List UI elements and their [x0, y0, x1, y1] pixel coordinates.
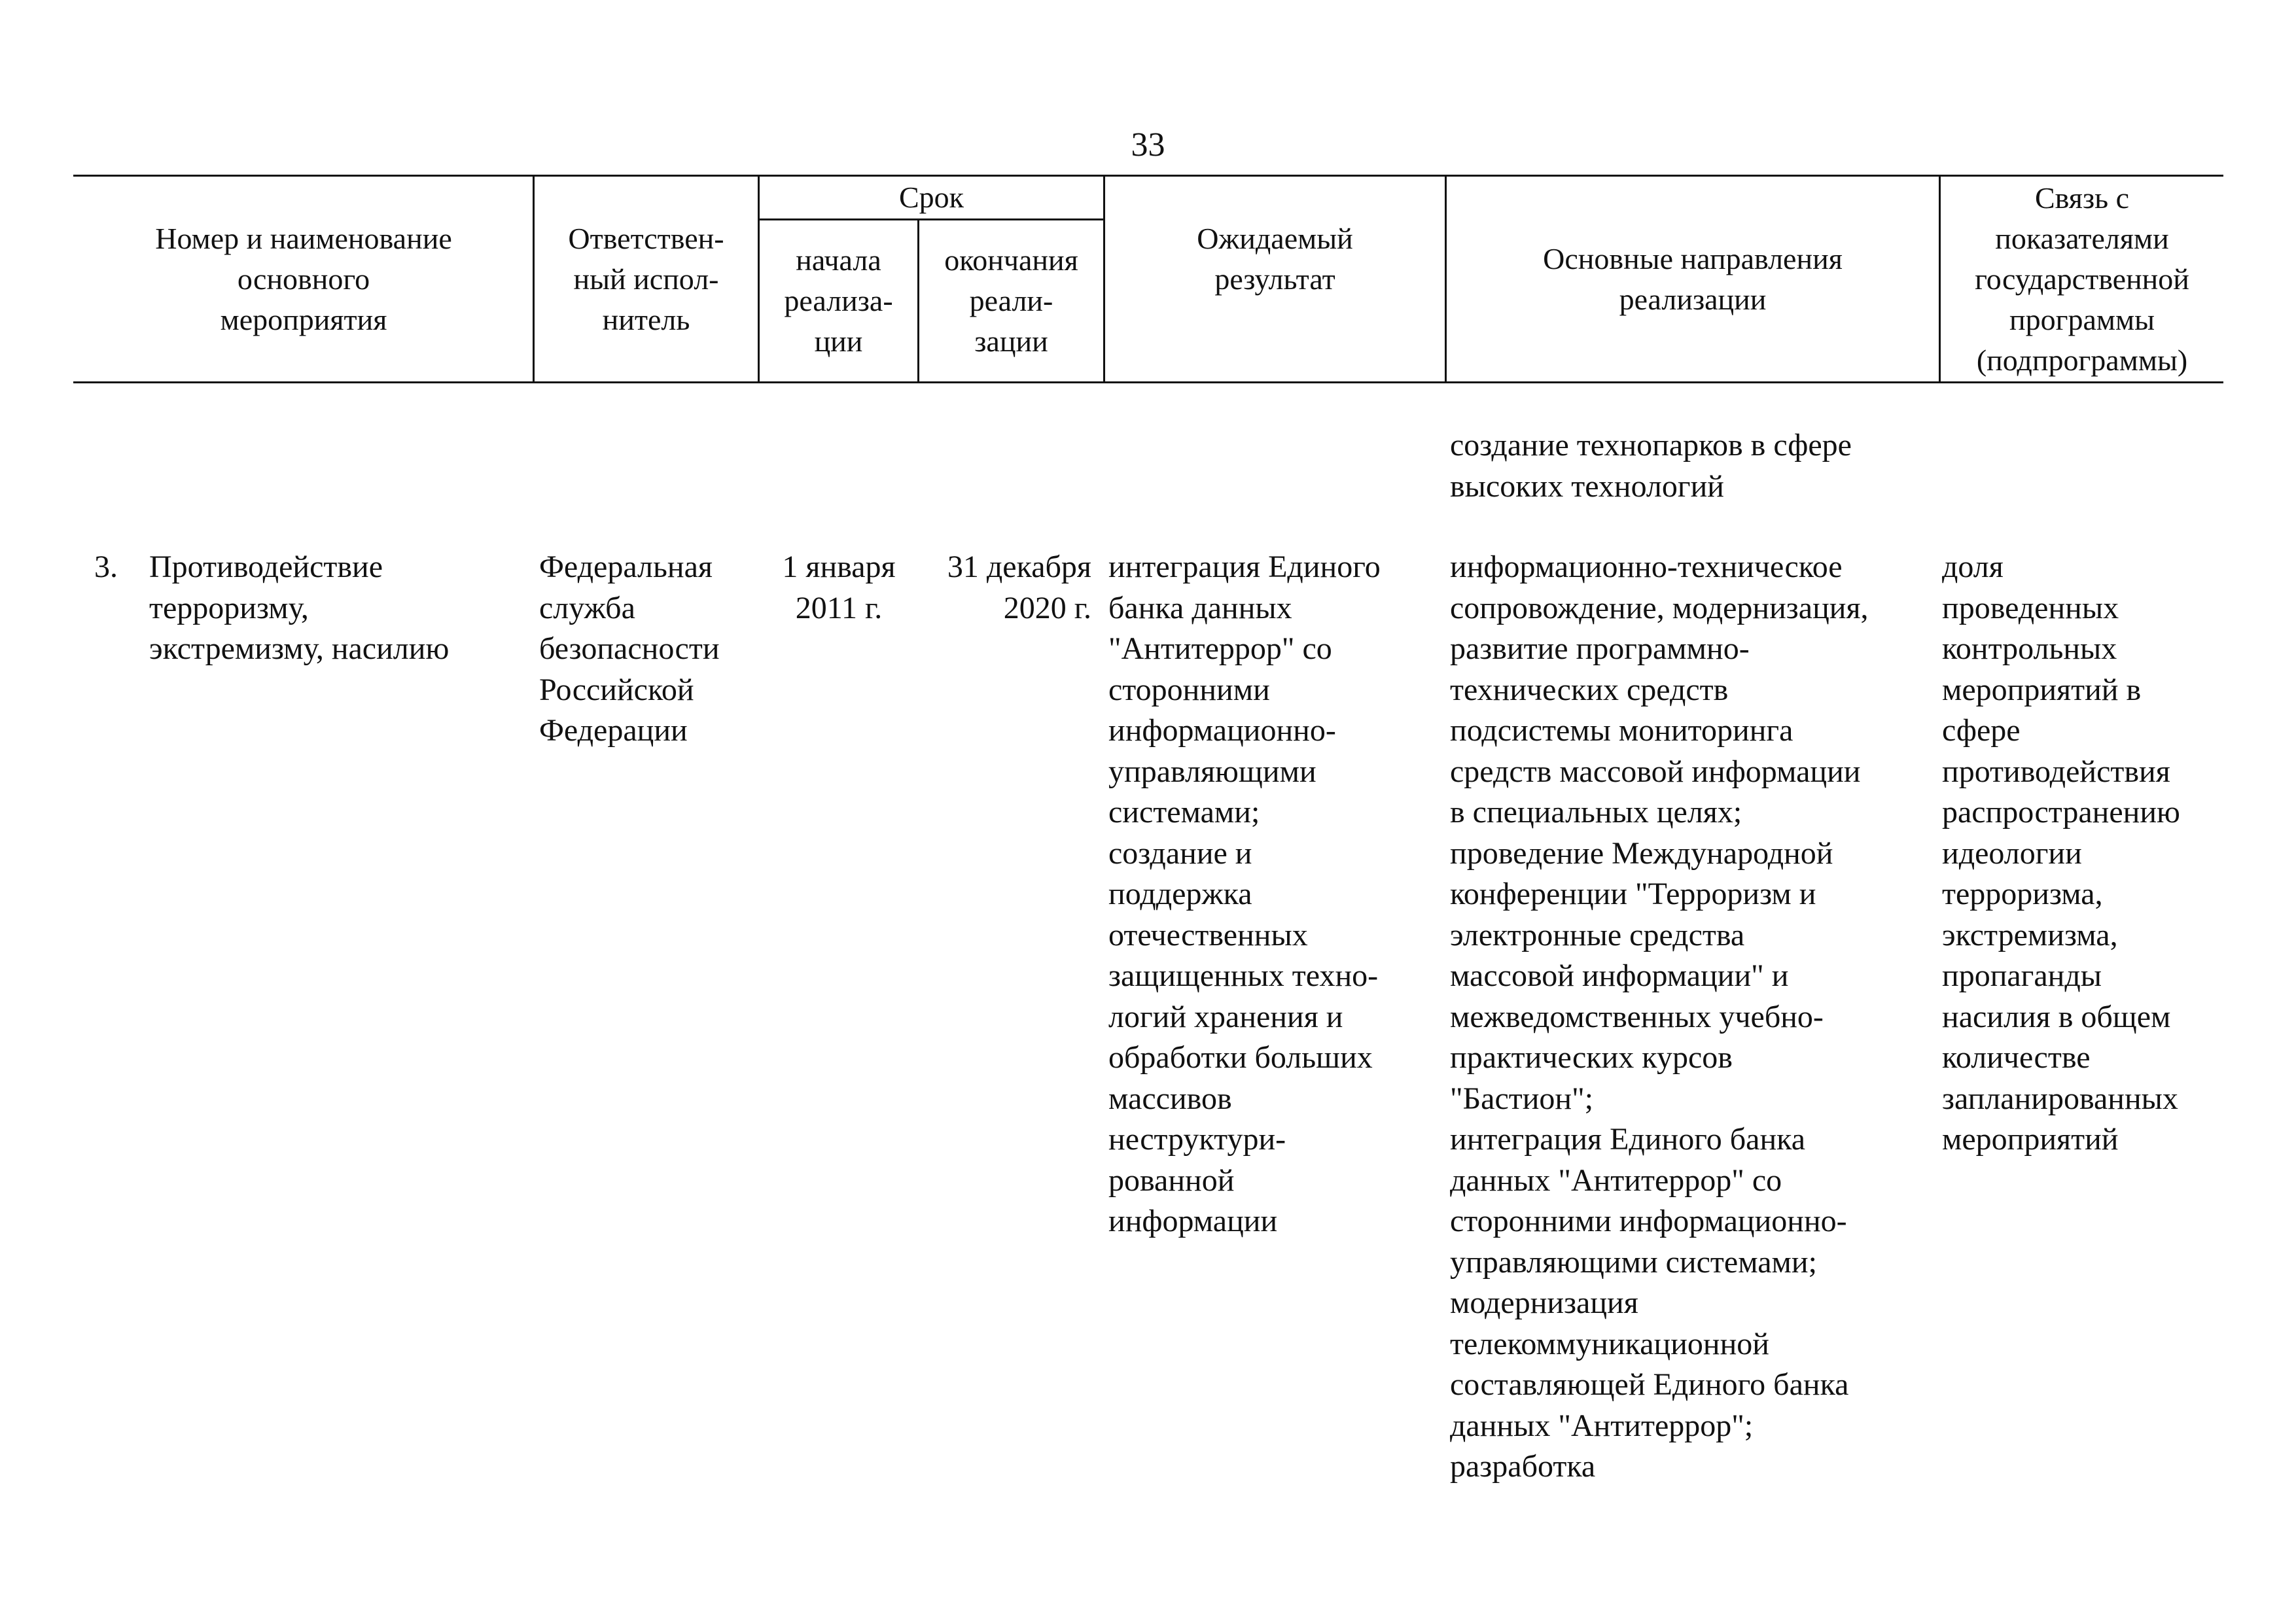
header-name: Номер и наименование основного мероприятия — [155, 221, 452, 336]
header-term: Срок — [898, 181, 964, 214]
header-executor: Ответствен- ный испол- нитель — [568, 221, 724, 336]
row-directions: информационно-техническое сопровождение, модернизация, развитие программно- технических средств подсистемы мониторинга средств массовой информации в специальных целях; проведение Международной конференции "Терроризм и электронные средства массовой информации" и межведомственных учебно- практических курсов "Бастион"; интеграция Единого банка данных "Антитеррор" со сторонними информационно- управляющими системами; модернизация телекоммуникационной составляющей Единого банка данных "Антитеррор"; разработка — [1450, 550, 1869, 1484]
page-number: 33 — [1131, 126, 1165, 164]
header-end: окончания реали- зации — [944, 243, 1078, 358]
header-link: Связь с показателями государственной программы (подпрограммы) — [1975, 181, 2189, 377]
header-directions: Основные направления реализации — [1543, 241, 1843, 316]
row-start: 1 января 2011 г. — [782, 550, 896, 625]
row-end: 31 декабря 2020 г. — [947, 550, 1091, 625]
row-executor: Федеральная служба безопасности Российской Федерации — [539, 550, 720, 748]
row-result: интеграция Единого банка данных "Антитеррор" со сторонними информационно- управляющими системами; создание и поддержка отечественных защищенных техно- логий хранения и обработки больших массивов неструктури- рованной информации — [1108, 550, 1381, 1238]
header-start: начала реализа- ции — [784, 243, 893, 358]
row-number: 3. — [94, 550, 118, 584]
continuation-directions: создание технопарков в сфере высоких технологий — [1450, 428, 1852, 504]
header-result: Ожидаемый результат — [1197, 222, 1353, 296]
header-bottom-rule — [73, 381, 2223, 383]
row-name: Противодействие терроризму, экстремизму, насилию — [149, 550, 450, 666]
row-link: доля проведенных контрольных мероприятий в сфере противодействия распространению идеологии терроризма, экстремизма, пропаганды насилия в общем количестве запланированных мероприятий — [1942, 550, 2180, 1157]
